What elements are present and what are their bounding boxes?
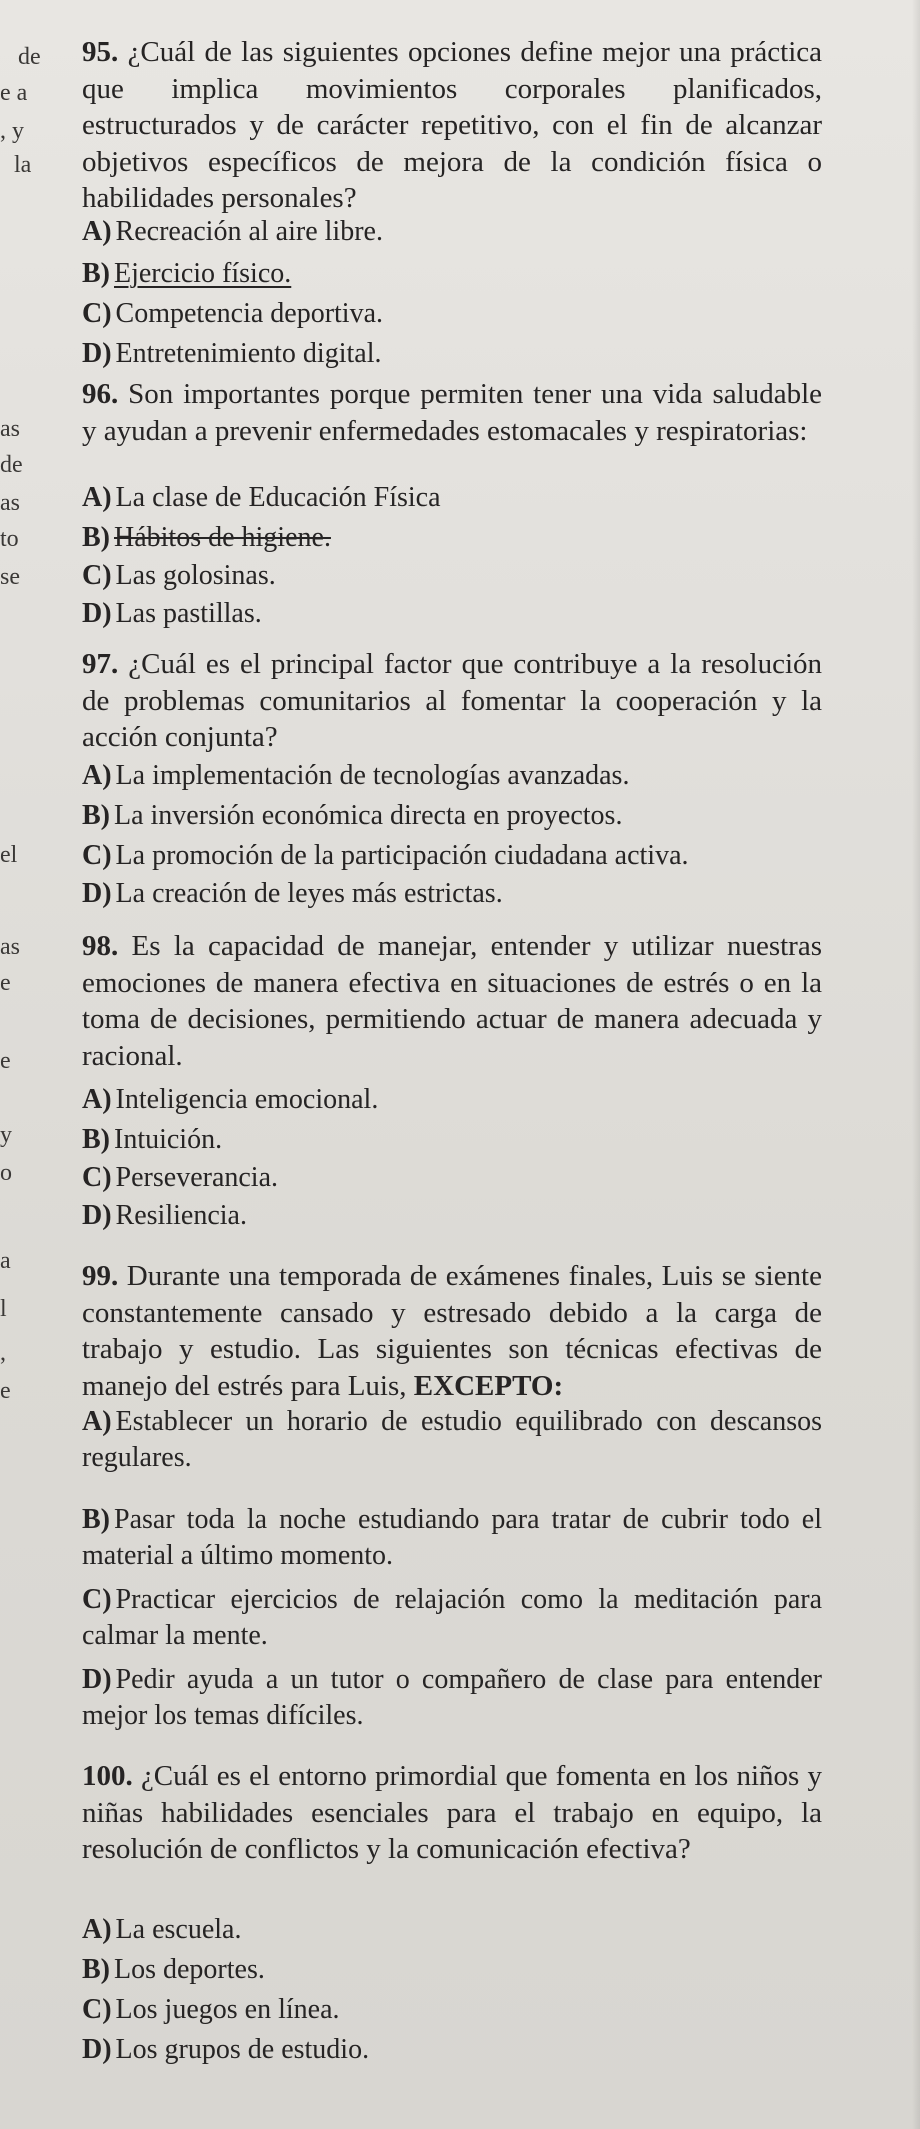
option-100-a[interactable] [82,1912,241,1948]
option-text: La escuela. [115,1914,242,1945]
question-number: 95. [82,36,119,68]
margin-fragment: as [0,934,20,960]
margin-fragment: y [0,1122,12,1148]
question-emphasis: EXCEPTO: [413,1369,564,1402]
margin-fragment: as [0,416,20,442]
option-text: Resiliencia. [115,1200,247,1231]
option-text: Las pastillas. [115,598,262,629]
option-text: Perseverancia. [115,1162,279,1193]
option-99-c[interactable] [82,1582,822,1654]
question-97 [82,646,822,756]
margin-fragment: , y [0,118,24,144]
option-98-d[interactable] [82,1198,247,1234]
question-number: 96. [82,378,119,410]
question-text: ¿Cuál de las siguientes opciones define mejor una práctica que implica movimientos corporales planificados, estructurados y de carácter repetitivo, con el fin de alcanzar objetivos específicos de mejora de la condición física o habilidades personales? [82,36,823,214]
question-96 [82,376,822,449]
option-98-b[interactable] [82,1122,222,1158]
question-98 [82,928,822,1074]
margin-fragment: o [0,1160,12,1186]
option-text: Los juegos en línea. [115,1994,340,2025]
margin-fragment: la [14,152,32,178]
question-text: Durante una temporada de exámenes finales, Luis se siente constantemente cansado y estresado debido a la carga de trabajo y estudio. Las siguientes son técnicas efectivas de manejo del estrés para Luis, [82,1260,822,1402]
margin-fragment: as [0,490,20,516]
option-96-b[interactable] [82,520,331,556]
option-100-b[interactable] [82,1952,265,1988]
option-96-c[interactable] [82,558,276,594]
option-99-a[interactable] [82,1404,822,1476]
question-text: Es la capacidad de manejar, entender y utilizar nuestras emociones de manera efectiva en situaciones de estrés o en la toma de decisiones, permitiendo actuar de manera adecuada y racional. [82,930,823,1072]
option-letter: A) [82,1914,112,1945]
question-text: ¿Cuál es el principal factor que contribuye a la resolución de problemas comunitarios al fomentar la cooperación y la acción conjunta? [82,648,822,753]
option-text: La implementación de tecnologías avanzadas. [115,760,630,791]
margin-fragment: to [0,526,19,552]
option-letter: C) [82,840,112,871]
option-97-d[interactable] [82,876,503,912]
option-letter: C) [82,1994,112,2025]
option-letter: A) [82,760,112,791]
option-97-b[interactable] [82,798,622,834]
option-letter: B) [82,800,110,831]
question-number: 98. [82,930,119,962]
option-text: Recreación al aire libre. [115,216,383,247]
option-text: Hábitos de higiene. [114,522,331,553]
option-text: Los grupos de estudio. [115,2034,370,2065]
option-95-c[interactable] [82,296,383,332]
option-letter: C) [82,560,112,591]
option-letter: D) [82,1200,112,1231]
option-text: La inversión económica directa en proyectos. [114,800,623,831]
margin-fragment: , [0,1340,6,1366]
option-text: La clase de Educación Física [115,482,441,513]
option-letter: B) [82,1954,110,1985]
option-96-a[interactable] [82,480,441,516]
option-text: Pedir ayuda a un tutor o compañero de clase para entender mejor los temas difíciles. [82,1664,822,1731]
option-letter: A) [82,1084,112,1115]
option-text: Inteligencia emocional. [115,1084,379,1115]
option-letter: D) [82,338,112,369]
option-text: Establecer un horario de estudio equilibrado con descansos regulares. [82,1406,822,1473]
option-letter: D) [82,2034,112,2065]
option-97-c[interactable] [82,838,689,874]
option-100-d[interactable] [82,2032,369,2068]
option-letter: C) [82,298,112,329]
option-letter: B) [82,1504,110,1535]
margin-fragment: se [0,564,20,590]
option-95-a[interactable] [82,214,383,250]
option-text: Practicar ejercicios de relajación como la meditación para calmar la mente. [82,1584,822,1651]
option-text: Intuición. [114,1124,223,1155]
option-letter: D) [82,1664,112,1695]
option-98-c[interactable] [82,1160,278,1196]
question-99 [82,1258,822,1404]
option-letter: C) [82,1584,112,1615]
option-98-a[interactable] [82,1082,378,1118]
margin-fragment: e [0,970,11,996]
option-95-b[interactable] [82,256,291,292]
question-number: 97. [82,648,119,680]
question-text: ¿Cuál es el entorno primordial que fomenta en los niños y niñas habilidades esenciales para el trabajo en equipo, la resolución de conflictos y la comunicación efectiva? [82,1760,822,1865]
option-100-c[interactable] [82,1992,340,2028]
option-letter: A) [82,216,112,247]
margin-fragment: e a [0,80,28,106]
option-text: Ejercicio físico. [114,258,292,289]
option-letter: B) [82,522,110,553]
margin-fragment: a [0,1248,11,1274]
option-text: La promoción de la participación ciudadana activa. [115,840,689,871]
question-95 [82,34,822,217]
question-number: 100. [82,1760,133,1792]
option-text: Los deportes. [114,1954,265,1985]
option-97-a[interactable] [82,758,629,794]
margin-fragment: de [18,44,41,70]
option-letter: B) [82,258,110,289]
margin-fragment: e [0,1048,11,1074]
option-96-d[interactable] [82,596,262,632]
option-text: Las golosinas. [115,560,276,591]
question-100 [82,1758,822,1868]
option-text: Pasar toda la noche estudiando para tratar de cubrir todo el material a último momento. [82,1504,822,1571]
option-letter: A) [82,1406,112,1437]
option-letter: C) [82,1162,112,1193]
option-95-d[interactable] [82,336,381,372]
option-text: Entretenimiento digital. [115,338,382,369]
question-number: 99. [82,1260,119,1292]
margin-fragment: l [0,1296,7,1322]
option-letter: B) [82,1124,110,1155]
margin-fragment: de [0,452,23,478]
option-letter: A) [82,482,112,513]
page-edge-shadow [912,0,920,2129]
margin-fragment: el [0,842,18,868]
option-text: Competencia deportiva. [115,298,384,329]
question-text: Son importantes porque permiten tener una vida saludable y ayudan a prevenir enfermedades estomacales y respiratorias: [82,378,822,447]
option-text: La creación de leyes más estrictas. [115,878,503,909]
option-letter: D) [82,878,112,909]
margin-fragment: e [0,1378,11,1404]
option-99-d[interactable] [82,1662,822,1734]
option-letter: D) [82,598,112,629]
option-99-b[interactable] [82,1502,822,1574]
